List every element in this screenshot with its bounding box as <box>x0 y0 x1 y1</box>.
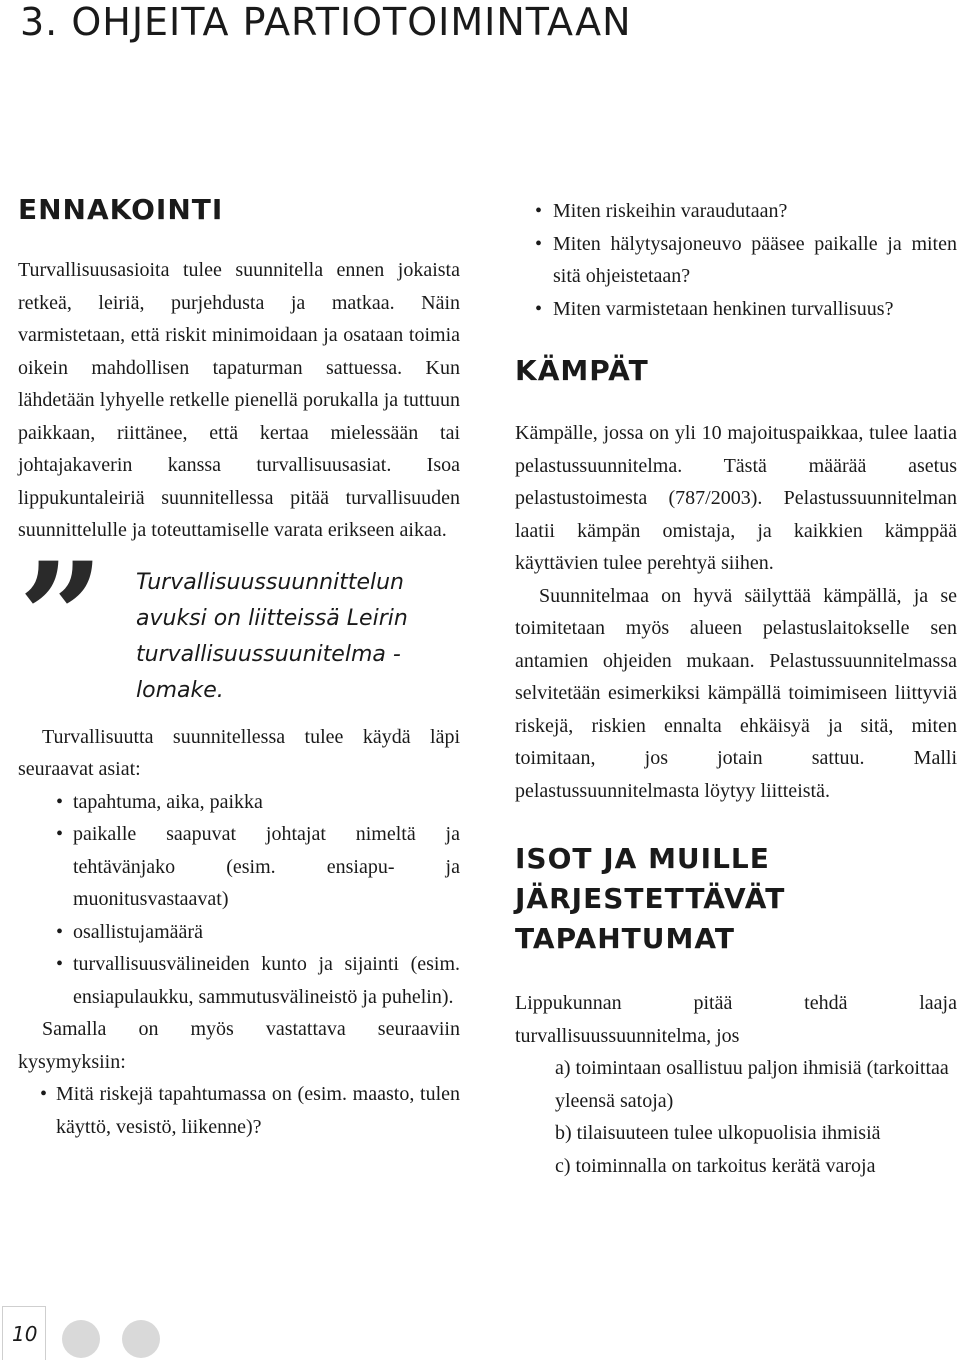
list-item: • Miten riskeihin varaudutaan? <box>553 195 957 228</box>
list-item: • osallistujamäärä <box>73 916 460 949</box>
right-column <box>515 195 957 1182</box>
page-number: 10 <box>12 1322 38 1346</box>
section-heading-ennakointi: ENNAKOINTI <box>18 193 224 226</box>
quote-mark-icon: ” <box>18 529 105 706</box>
list-item: c) toiminnalla on tarkoitus kerätä varoja <box>555 1154 876 1177</box>
pull-quote <box>18 529 460 709</box>
list-item: • turvallisuusvälineiden kunto ja sijainti (esim. ensiapulaukku, sammutusvälineistö ja puhelin). <box>73 948 460 1013</box>
left-column <box>18 190 460 1143</box>
list-item: • Mitä riskejä tapahtumassa on (esim. maasto, tulen käyttö, vesistö, liikenne)? <box>56 1078 460 1143</box>
list-item: • Miten varmistetaan henkinen turvallisuus? <box>553 293 957 326</box>
paragraph-isot-tapahtumat: Lippukunnan pitää tehdä laaja turvallisuussuunnitelma, jos <box>515 992 957 1047</box>
decorative-dot <box>62 1320 100 1358</box>
paragraph-questions-intro: Samalla on myös vastattava seuraaviin kysymyksiin: <box>18 1018 460 1073</box>
page-title: 3. OHJEITA PARTIOTOIMINTAAN <box>20 0 632 44</box>
list-item: • Miten hälytysajoneuvo pääsee paikalle ja miten sitä ohjeistetaan? <box>553 228 957 293</box>
section-heading-isot-tapahtumat: ISOT JA MUILLE JÄRJESTETTÄVÄT TAPAHTUMAT <box>515 842 786 955</box>
list-item: b) tilaisuuteen tulee ulkopuolisia ihmisiä <box>555 1122 881 1144</box>
paragraph-kampat-2: Suunnitelmaa on hyvä säilyttää kämpällä, ja se toimitetaan myös alueen pelastuslaitokselle sen antamien ohjeiden mukaan. Pelastussuunnitelmassa selvitetään esimerkiksi kämpällä toimimiseen liittyviä riskejä, riskien ennalta ehkäisyä ja sitä, miten toimitaan, jos jotain sattuu. Malli pelastussuunnitelmasta löytyy liitteistä. <box>515 584 957 802</box>
questions-list <box>18 1078 460 1143</box>
paragraph-intro: Turvallisuusasioita tulee suunnitella ennen jokaista retkeä, leiriä, purjehdusta ja matkaa. Näin varmistetaan, että riskit minimoidaan ja osataan toimia oikein mahdollisen tapaturman sattuessa. Kun lähdetään lyhyelle retkelle pienellä porukalla ja tuttuun paikkaan, riittänee, että kertaa mielessään tai johtajakaverin kanssa turvallisuusasiat. Isoa lippukuntaleiriä suunnitellessa pitää turvallisuuden suunnittelulle ja toteuttamiselle varata erikseen aikaa. <box>18 259 460 541</box>
questions-list-continued <box>515 195 957 325</box>
list-item: a) toimintaan osallistuu paljon ihmisiä (tarkoittaa yleensä satoja) <box>555 1057 949 1112</box>
pull-quote-text: Turvallisuussuunnittelun avuksi on liitteissä Leirin turvallisuussuunitelma -lomake. <box>136 569 408 703</box>
paragraph-checklist-intro: Turvallisuutta suunnitellessa tulee käydä läpi seuraavat asiat: <box>18 725 460 780</box>
list-item: • tapahtuma, aika, paikka <box>73 786 460 819</box>
conditions-list <box>515 1052 957 1182</box>
checklist <box>18 786 460 1014</box>
list-item: • paikalle saapuvat johtajat nimeltä ja tehtävänjako (esim. ensiapu- ja muonitusvastaavat) <box>73 818 460 916</box>
paragraph-kampat-1: Kämpälle, jossa on yli 10 majoituspaikkaa, tulee laatia pelastussuunnitelma. Tästä määrää asetus pelastustoimesta (787/2003). Pelastussuunnitelman laatii kämpän omistaja, ja kaikkien kämppää käyttävien tulee perehtyä siihen. <box>515 422 957 574</box>
decorative-dot <box>122 1320 160 1358</box>
section-heading-kampat: KÄMPÄT <box>515 354 649 387</box>
